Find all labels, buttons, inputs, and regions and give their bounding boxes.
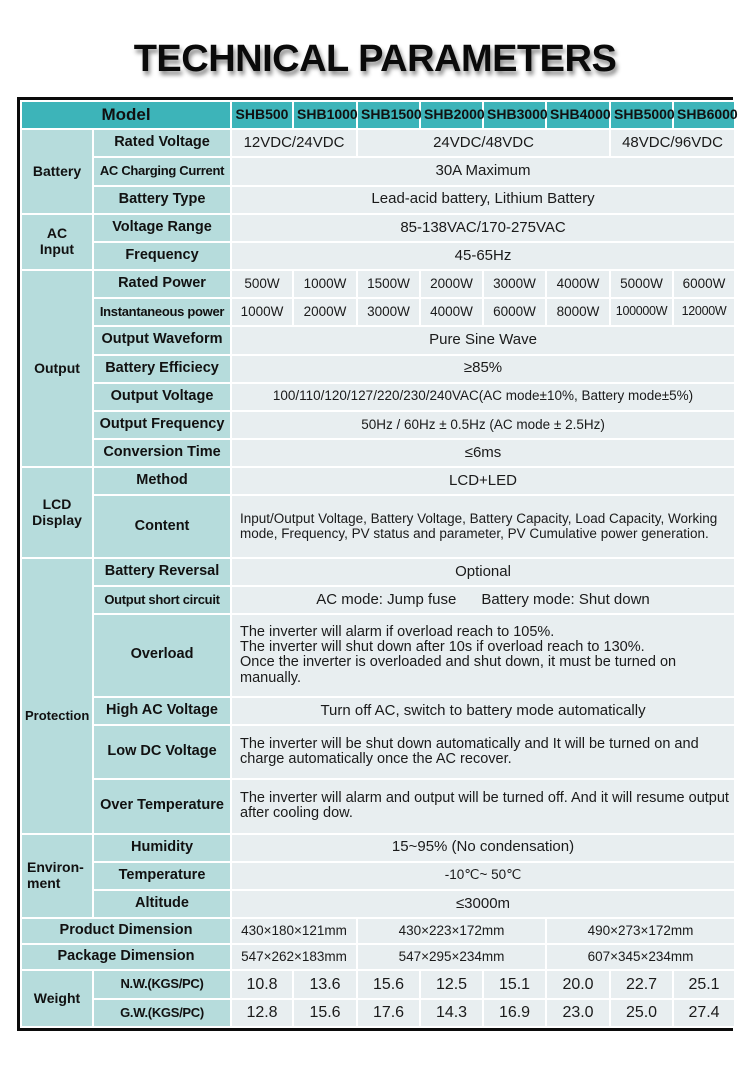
model-header: Model [22, 102, 230, 128]
table-row [22, 559, 734, 585]
param-label: Low DC Voltage [94, 726, 230, 778]
table-row [22, 299, 734, 325]
param-value: 100/110/120/127/220/230/240VAC(AC mode±10%, Battery mode±5%) [232, 384, 734, 410]
param-value: 2000W [294, 299, 356, 325]
spec-table-frame [17, 97, 738, 1031]
page-title: TECHNICAL PARAMETERS [133, 38, 617, 80]
param-value: 10.8 [232, 971, 292, 997]
table-row [22, 945, 734, 969]
param-value: 100000W [611, 299, 672, 325]
table-row [22, 356, 734, 382]
param-label: Rated Voltage [94, 130, 230, 156]
param-value: 3000W [484, 271, 545, 297]
table-row [22, 412, 734, 438]
group-output: Output [22, 271, 92, 466]
overload-line: Once the inverter is overloaded and shut down, it must be turned on manually. [240, 654, 677, 686]
param-value: 4000W [421, 299, 482, 325]
model-name: SHB1500 [358, 102, 419, 128]
group-label-line: ment [27, 874, 61, 891]
table-row [22, 971, 734, 997]
table-row [22, 891, 734, 917]
table-row [22, 468, 734, 494]
param-label: Conversion Time [94, 440, 230, 466]
param-value: LCD+LED [232, 468, 734, 494]
param-value: ≤6ms [232, 440, 734, 466]
param-value: 15.6 [358, 971, 419, 997]
param-value: 24VDC/48VDC [358, 130, 609, 156]
param-value: 15.1 [484, 971, 545, 997]
param-value: 12.8 [232, 1000, 292, 1026]
table-row [22, 587, 734, 613]
param-value: 13.6 [294, 971, 356, 997]
group-label-line: Display [32, 511, 82, 528]
table-row [22, 130, 734, 156]
table-row [22, 919, 734, 943]
param-value: 1000W [232, 299, 292, 325]
param-value: 1000W [294, 271, 356, 297]
param-value [232, 615, 734, 696]
param-value: 547×262×183mm [232, 945, 356, 969]
param-value: 15.6 [294, 1000, 356, 1026]
param-value: 15~95% (No condensation) [232, 835, 734, 861]
param-value: Lead-acid battery, Lithium Battery [232, 187, 734, 213]
table-row [22, 271, 734, 297]
param-label: Battery Reversal [94, 559, 230, 585]
param-label: Humidity [94, 835, 230, 861]
param-value: 5000W [611, 271, 672, 297]
group-protection: Protection [22, 559, 92, 833]
param-label: Output Frequency [94, 412, 230, 438]
param-label: Method [94, 468, 230, 494]
table-row [22, 780, 734, 832]
group-label-line: Input [39, 240, 75, 257]
param-value: 6000W [484, 299, 545, 325]
param-label: AC Charging Current [94, 158, 230, 184]
param-value: 85-138VAC/170-275VAC [232, 215, 734, 241]
group-weight: Weight [22, 971, 92, 1026]
param-label: Output short circuit [94, 587, 230, 613]
group-ac-input [22, 215, 92, 269]
model-name: SHB5000 [611, 102, 672, 128]
param-value: Pure Sine Wave [232, 327, 734, 353]
param-value: 1500W [358, 271, 419, 297]
table-row [22, 863, 734, 889]
param-value: 430×180×121mm [232, 919, 356, 943]
param-label: Over Temperature [94, 780, 230, 832]
param-value: Input/Output Voltage, Battery Voltage, Battery Capacity, Load Capacity, Working mode, Frequency, PV status and parameter, PV Cumulative power generation. [232, 496, 734, 556]
group-label-line: Environ- [27, 859, 84, 876]
model-name: SHB3000 [484, 102, 545, 128]
model-name: SHB4000 [547, 102, 609, 128]
param-label: Voltage Range [94, 215, 230, 241]
model-name: SHB2000 [421, 102, 482, 128]
param-value: 27.4 [674, 1000, 734, 1026]
model-name: SHB1000 [294, 102, 356, 128]
param-label: Altitude [94, 891, 230, 917]
model-name: SHB500 [232, 102, 292, 128]
table-row [22, 726, 734, 778]
param-value: 48VDC/96VDC [611, 130, 734, 156]
table-row [22, 496, 734, 556]
param-value: 2000W [421, 271, 482, 297]
table-row [22, 243, 734, 269]
param-value: 12VDC/24VDC [232, 130, 356, 156]
param-value: 4000W [547, 271, 609, 297]
param-value: 23.0 [547, 1000, 609, 1026]
param-value: Optional [232, 559, 734, 585]
param-value: 12000W [674, 299, 734, 325]
param-value: 30A Maximum [232, 158, 734, 184]
param-value: 45-65Hz [232, 243, 734, 269]
param-label: High AC Voltage [94, 698, 230, 724]
table-row [22, 1000, 734, 1026]
param-label: Output Voltage [94, 384, 230, 410]
table-row [22, 187, 734, 213]
group-label-line: LCD [42, 496, 72, 513]
header-row [22, 102, 734, 128]
param-label: Output Waveform [94, 327, 230, 353]
param-label: N.W.(KGS/PC) [94, 971, 230, 997]
param-value: The inverter will alarm and output will be turned off. And it will resume output after cooling dow. [232, 780, 734, 832]
param-value: The inverter will be shut down automatically and It will be turned on and charge automatically once the AC recover. [232, 726, 734, 778]
param-value: 8000W [547, 299, 609, 325]
group-label-line: AC [46, 225, 68, 242]
param-value: 3000W [358, 299, 419, 325]
param-value: 16.9 [484, 1000, 545, 1026]
table-row [22, 835, 734, 861]
param-label: Battery Type [94, 187, 230, 213]
param-value: 25.1 [674, 971, 734, 997]
overload-line: The inverter will alarm if overload reach to 105%. [240, 623, 555, 640]
param-label: Rated Power [94, 271, 230, 297]
param-value: 25.0 [611, 1000, 672, 1026]
param-label: Content [94, 496, 230, 556]
param-value: 22.7 [611, 971, 672, 997]
spec-table [20, 100, 736, 1028]
param-value: AC mode: Jump fuse Battery mode: Shut down [232, 587, 734, 613]
param-value: 607×345×234mm [547, 945, 734, 969]
table-row [22, 327, 734, 353]
group-lcd-display [22, 468, 92, 557]
param-value: 14.3 [421, 1000, 482, 1026]
param-label: Battery Efficiecy [94, 356, 230, 382]
param-value: 17.6 [358, 1000, 419, 1026]
param-value: 430×223×172mm [358, 919, 545, 943]
param-value: ≤3000m [232, 891, 734, 917]
param-label: Overload [94, 615, 230, 696]
overload-line: The inverter will shut down after 10s if overload reach to 130%. [240, 639, 645, 656]
param-value: 490×273×172mm [547, 919, 734, 943]
param-value: 12.5 [421, 971, 482, 997]
model-name: SHB6000 [674, 102, 734, 128]
param-value: -10℃~ 50℃ [232, 863, 734, 889]
param-label: G.W.(KGS/PC) [94, 1000, 230, 1026]
table-row [22, 440, 734, 466]
param-value: Turn off AC, switch to battery mode automatically [232, 698, 734, 724]
param-value: ≥85% [232, 356, 734, 382]
table-row [22, 384, 734, 410]
param-value: 500W [232, 271, 292, 297]
param-value: 50Hz / 60Hz ± 0.5Hz (AC mode ± 2.5Hz) [232, 412, 734, 438]
param-label: Product Dimension [22, 919, 230, 943]
table-row [22, 698, 734, 724]
table-row [22, 215, 734, 241]
param-label: Instantaneous power [94, 299, 230, 325]
group-environment [22, 835, 92, 918]
group-battery: Battery [22, 130, 92, 213]
table-row [22, 158, 734, 184]
param-value: 547×295×234mm [358, 945, 545, 969]
param-value: 20.0 [547, 971, 609, 997]
param-label: Frequency [94, 243, 230, 269]
param-label: Package Dimension [22, 945, 230, 969]
param-value: 6000W [674, 271, 734, 297]
param-label: Temperature [94, 863, 230, 889]
table-row [22, 615, 734, 696]
